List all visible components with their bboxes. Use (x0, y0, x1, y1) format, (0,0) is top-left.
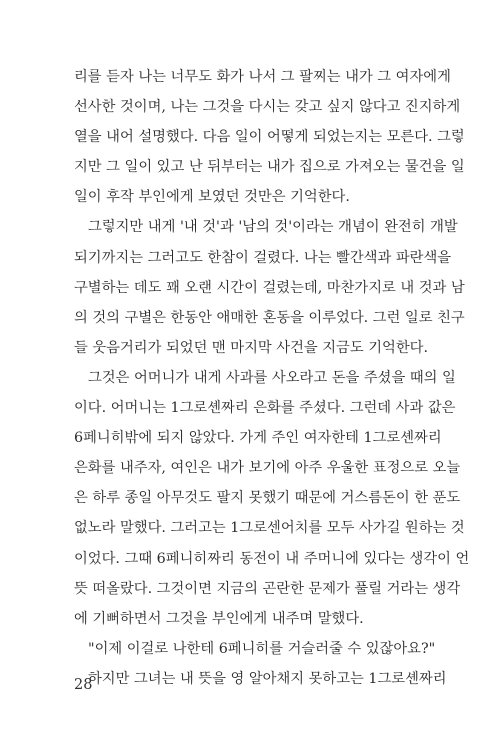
text-line: 에 기뻐하면서 그것을 부인에게 내주며 말했다. (74, 610, 364, 627)
text-line: 선사한 것이며, 나는 그것을 다시는 갖고 싶지 않다고 진지하게 (74, 99, 461, 116)
paragraph-3 (74, 363, 470, 634)
text-line: 이었다. 그때 6페니히짜리 동전이 내 주머니에 있다는 생각이 언 (74, 550, 470, 567)
text-line: 의 것의 구별은 한동안 애매한 혼동을 이루었다. 그런 일로 친구 (74, 309, 465, 326)
text-line: 리를 듣자 나는 너무도 화가 나서 그 팔찌는 내가 그 여자에게 (74, 69, 451, 85)
paragraph-1 (74, 62, 465, 212)
body-text (74, 62, 470, 694)
paragraph-4 (74, 634, 434, 664)
text-line: 그것은 어머니가 내게 사과를 사오라고 돈을 주셨을 때의 일 (88, 369, 456, 386)
text-line: 하지만 그녀는 내 뜻을 영 알아채지 못하고는 1그로셴짜리 (88, 670, 447, 687)
paragraph-2 (74, 212, 465, 362)
text-line: 들 웃음거리가 되었던 맨 마지막 사건을 지금도 기억한다. (74, 339, 429, 356)
text-line: 이다. 어머니는 1그로셴짜리 은화를 주셨다. 그런데 사과 값은 (74, 400, 456, 417)
page-number: 28 (74, 677, 93, 693)
text-line: 뜻 떠올랐다. 그것이면 지금의 곤란한 문제가 풀릴 거라는 생각 (74, 580, 461, 597)
text-line: 6페니히밖에 되지 않았다. 가게 주인 여자한테 1그로셴짜리 (74, 430, 442, 447)
text-line: 은화를 내주자, 여인은 내가 보기에 아주 우울한 표정으로 오늘 (74, 460, 461, 477)
text-line: "이제 이걸로 나한테 6페니히를 거슬러줄 수 있잖아요?" (88, 640, 436, 657)
paragraph-5 (74, 664, 447, 694)
text-line: 은 하루 종일 아무것도 팔지 못했기 때문에 거스름돈이 한 푼도 (74, 490, 461, 507)
text-line: 일이 후작 부인에게 보였던 것만은 기억한다. (74, 189, 350, 206)
text-line: 없노라 말했다. 그러고는 1그로센어치를 모두 사가길 원하는 것 (74, 520, 465, 537)
text-line: 그렇지만 내게 '내 것'과 '남의 것'이라는 개념이 완전히 개발 (88, 219, 458, 236)
text-line: 지만 그 일이 있고 난 뒤부터는 내가 집으로 가져오는 물건을 일 (74, 159, 465, 176)
text-line: 되기까지는 그러고도 한참이 걸렸다. 나는 빨간색과 파란색을 (74, 249, 452, 266)
text-line: 열을 내어 설명했다. 다음 일이 어떻게 되었는지는 모른다. 그렇 (74, 129, 465, 146)
text-line: 구별하는 데도 꽤 오랜 시간이 걸렸는데, 마찬가지로 내 것과 남 (74, 279, 465, 296)
